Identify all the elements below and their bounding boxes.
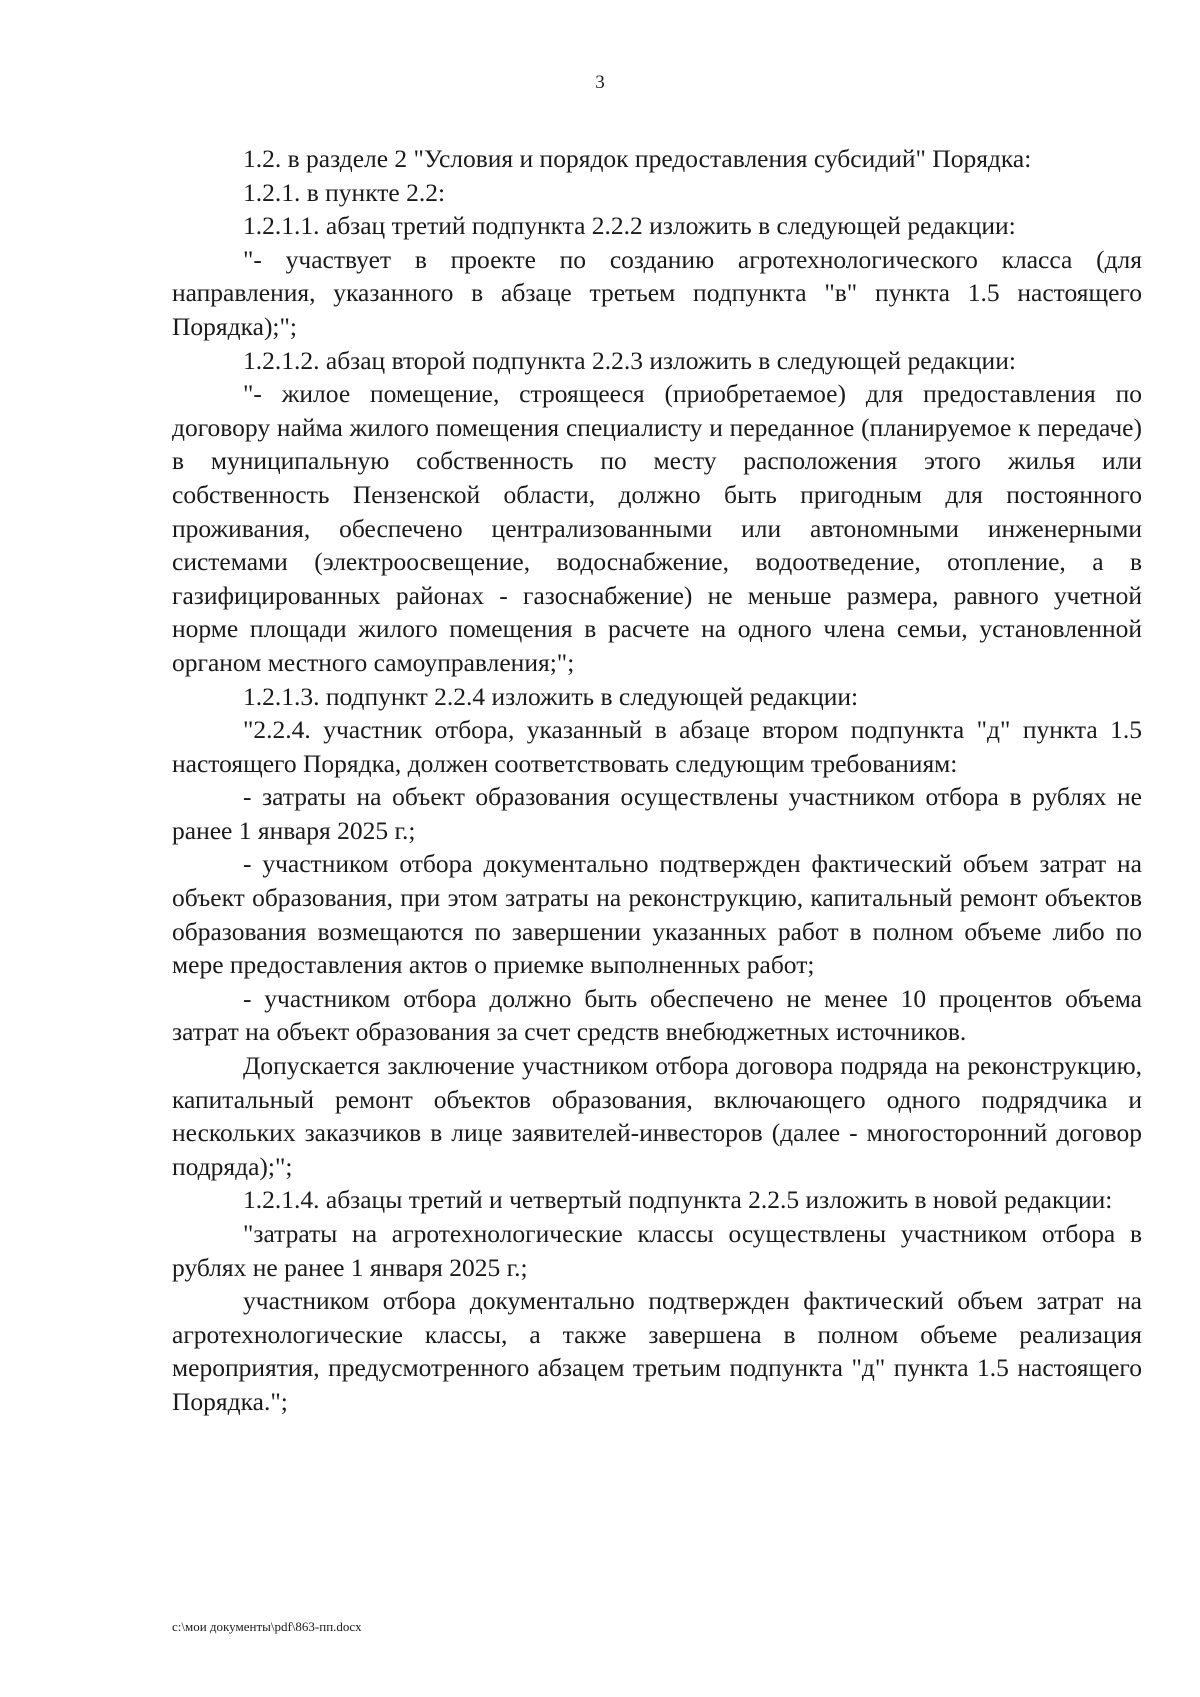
paragraph: 1.2.1.1. абзац третий подпункта 2.2.2 изложить в следующей редакции: — [243, 211, 1016, 241]
paragraph: Допускается заключение участником отбора договора подряда на реконструкцию, капитальный ремонт объектов образования, включающего одного подрядчика и нескольких заказчиков в лице заявителей-инвесторов (далее - многосторонний договор подряда);"; — [172, 1051, 1142, 1181]
paragraph: "- участвует в проекте по созданию агротехнологического класса (для направления, указанного в абзаце третьем подпункта "в" пункта 1.5 настоящего Порядка);"; — [172, 244, 1142, 341]
paragraph: - участником отбора должно быть обеспечено не менее 10 процентов объема затрат на объект образования за счет средств внебюджетных источников. — [172, 983, 1142, 1047]
page-number: 3 — [595, 72, 605, 93]
paragraph: 1.2.1. в пункте 2.2: — [243, 177, 446, 207]
paragraph: 1.2.1.4. абзацы третий и четвертый подпункта 2.2.5 изложить в новой редакции: — [243, 1185, 1113, 1215]
paragraph: участником отбора документально подтвержден фактический объем затрат на агротехнологические классы, а также завершена в полном объеме реализация мероприятия, предусмотренного абзацем третьим подпункта "д" пункта 1.5 настоящего Порядка."; — [172, 1286, 1142, 1416]
paragraph: 1.2.1.2. абзац второй подпункта 2.2.3 изложить в следующей редакции: — [243, 345, 1016, 375]
paragraph: "затраты на агротехнологические классы осуществлены участником отбора в рублях не ранее 1 января 2025 г.; — [172, 1219, 1142, 1282]
document-body — [172, 142, 1142, 1419]
paragraph: - затраты на объект образования осуществлены участником отбора в рублях не ранее 1 января 2025 г.; — [172, 782, 1142, 845]
footer-file-path: c:\мои документы\pdf\863-пп.docx — [172, 1619, 362, 1634]
paragraph: "2.2.4. участник отбора, указанный в абзаце втором подпункта "д" пункта 1.5 настоящего Порядка, должен соответствовать следующим требованиям: — [172, 715, 1142, 778]
paragraph: "- жилое помещение, строящееся (приобретаемое) для предоставления по договору найма жилого помещения специалисту и переданное (планируемое к передаче) в муниципальную собственность по месту расположения этого жилья или собственность Пензенской области, должно быть пригодным для постоянного проживания, обеспечено централизованными или автономными инженерными системами (электроосвещение, водоснабжение, водоотведение, отопление, а в газифицированных районах - газоснабжение) не меньше размера, равного учетной норме площади жилого помещения в расчете на одного члена семьи, установленной органом местного самоуправления;"; — [172, 379, 1142, 677]
paragraph: - участником отбора документально подтвержден фактический объем затрат на объект образования, при этом затраты на реконструкцию, капитальный ремонт объектов образования возмещаются по завершении указанных работ в полном объеме либо по мере предоставления актов о приемке выполненных работ; — [172, 849, 1142, 980]
paragraph: 1.2.1.3. подпункт 2.2.4 изложить в следующей редакции: — [243, 681, 859, 711]
paragraph: 1.2. в разделе 2 "Условия и порядок предоставления субсидий" Порядка: — [243, 144, 1032, 173]
